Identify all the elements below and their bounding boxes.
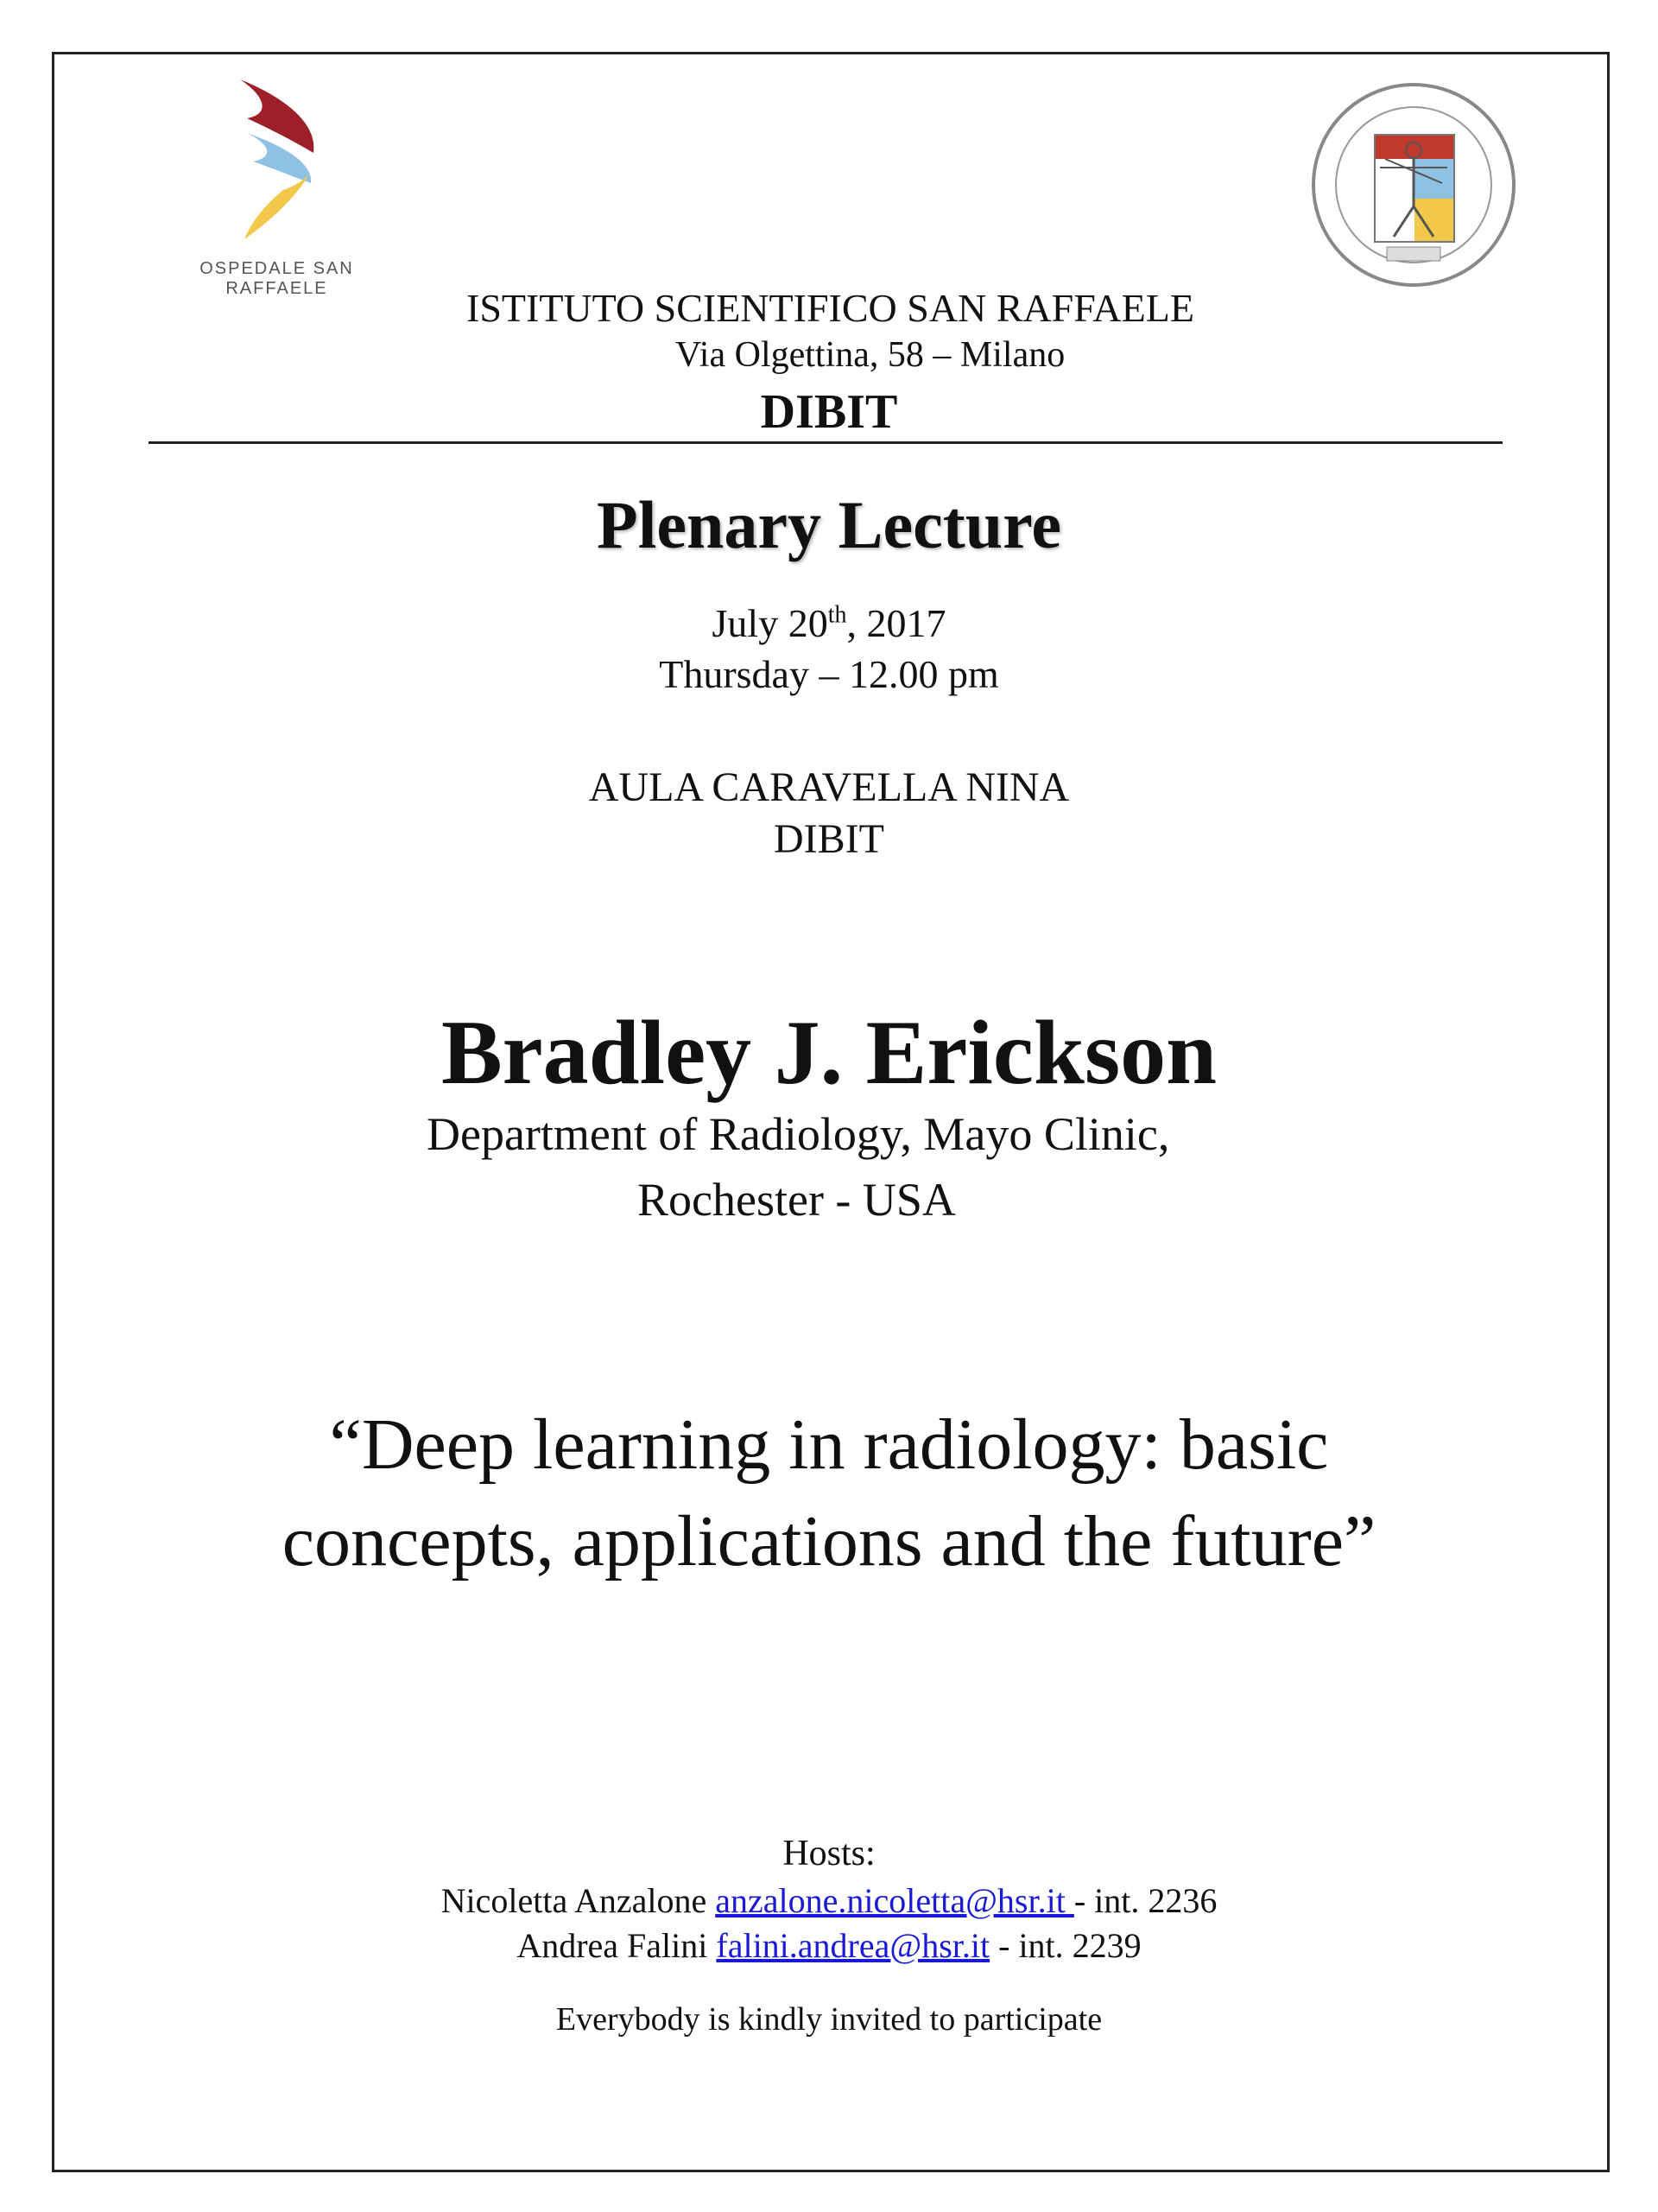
host-1-extension: - int. 2236 xyxy=(1073,1881,1218,1920)
header-divider xyxy=(149,441,1503,444)
speaker-location: Rochester - USA xyxy=(637,1174,956,1226)
event-type: Plenary Lecture xyxy=(597,487,1061,562)
talk-title-line2: concepts, applications and the future” xyxy=(282,1501,1376,1581)
hosts-label: Hosts: xyxy=(782,1834,876,1873)
speaker-name: Bradley J. Erickson xyxy=(440,1002,1218,1103)
event-room-building: DIBIT xyxy=(774,816,884,862)
date-suffix: th xyxy=(827,601,847,629)
speaker-affiliation: Department of Radiology, Mayo Clinic, xyxy=(427,1108,1170,1160)
event-day-time: Thursday – 12.00 pm xyxy=(659,652,999,696)
date-prefix: July 20 xyxy=(712,601,828,645)
host-1 xyxy=(0,1880,1658,1921)
invitation-note: Everybody is kindly invited to participate xyxy=(555,2001,1103,2038)
host-2-name: Andrea Falini xyxy=(516,1926,708,1965)
vitruvian-seal-icon xyxy=(1307,81,1520,288)
talk-title-line1: “Deep learning in radiology: basic xyxy=(329,1404,1329,1485)
host-2-extension: - int. 2239 xyxy=(990,1926,1142,1965)
host-2-email-link[interactable]: falini.andrea@hsr.it xyxy=(716,1926,990,1965)
institute-name: ISTITUTO SCIENTIFICO SAN RAFFAELE xyxy=(466,286,1194,330)
institute-address: Via Olgettina, 58 – Milano xyxy=(675,335,1066,375)
host-1-email-link[interactable]: anzalone.nicoletta@hsr.it xyxy=(715,1881,1074,1920)
date-year: , 2017 xyxy=(846,601,946,645)
university-seal xyxy=(1307,81,1520,288)
host-1-name: Nicoletta Anzalone xyxy=(440,1881,707,1920)
building-name: DIBIT xyxy=(760,385,898,439)
host-2 xyxy=(0,1925,1658,1966)
logo-caption: OSPEDALE SAN RAFFAELE xyxy=(199,259,354,298)
ospedale-logo xyxy=(154,79,400,298)
event-date xyxy=(0,600,1658,646)
event-room: AULA CARAVELLA NINA xyxy=(588,764,1070,810)
ribbon-logo-icon xyxy=(231,79,326,244)
